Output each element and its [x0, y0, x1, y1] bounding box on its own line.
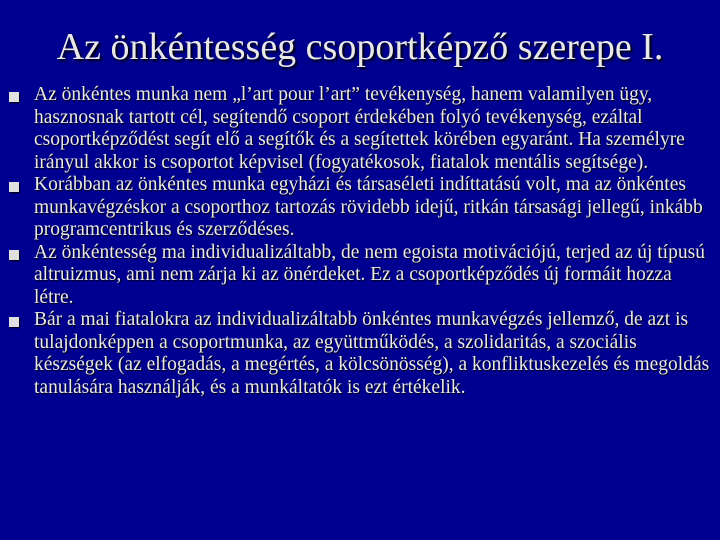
square-bullet-icon [9, 317, 19, 327]
square-bullet-icon [9, 182, 19, 192]
bullet-list [0, 84, 720, 399]
square-bullet-icon [9, 250, 19, 260]
bullet-text: Az önkéntes munka nem „l’art pour l’art” tevékenység, hanem valamilyen ügy, hasznosnak tartott cél, segítendő csoport érdekében folyó tevékenység, ezáltal csoportképződést segít elő a segítők és a segítettek körében egyaránt. Ha személyre irányul akkor is csoportot képvisel (fogyatékosok, fiatalok mentális segítsége). [34, 84, 685, 173]
bullet-text: Korábban az önkéntes munka egyházi és társaséleti indíttatású volt, ma az önkéntes munkavégzéskor a csoporthoz tartozás rövidebb idejű, ritkán társasági jellegű, inkább programcentrikus és szerződéses. [34, 174, 703, 240]
bullet-item [0, 174, 720, 242]
slide-title: Az önkéntesség csoportképző szerepe I. [56, 26, 664, 68]
bullet-text: Bár a mai fiatalokra az individualizáltabb önkéntes munkavégzés jellemző, de azt is tulajdonképpen a csoportmunka, az együttműködés, a szolidaritás, a szociális készségek (az elfogadás, a megértés, a kölcsönösség), a konfliktuskezelés és megoldás tanulására használják, és a munkáltatók is ezt értékelik. [34, 309, 710, 398]
bullet-text: Az önkéntesség ma individualizáltabb, de nem egoista motivációjú, terjed az új típusú altruizmus, ami nem zárja ki az önérdeket. Ez a csoportképződés új formáit hozza létre. [34, 241, 705, 308]
bullet-item [0, 84, 720, 174]
bullet-item [0, 309, 720, 399]
bullet-item [0, 242, 720, 310]
square-bullet-icon [9, 92, 19, 102]
